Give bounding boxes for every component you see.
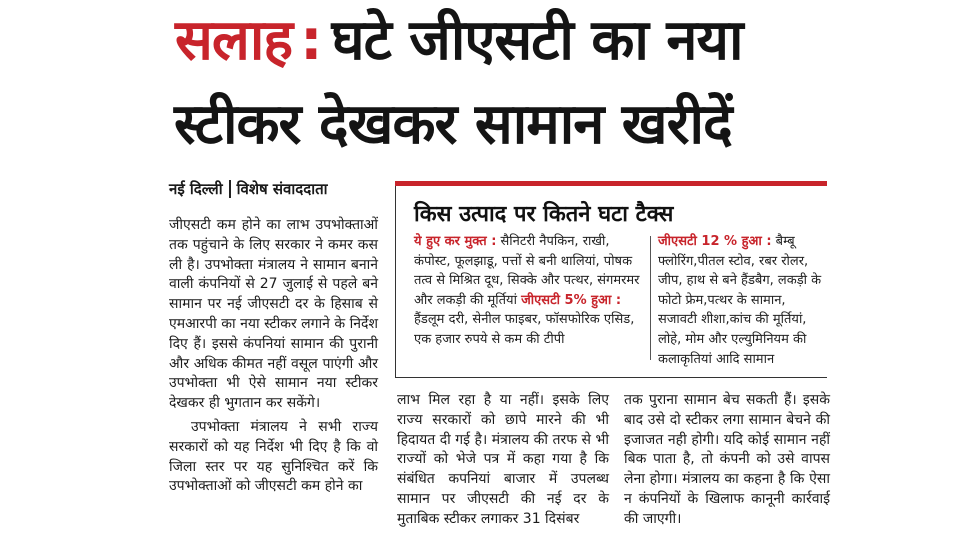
headline-text-1: घटे जीएसटी का नया <box>331 8 743 73</box>
article-paragraph-1: जीएसटी कम होने का लाभ उपभोक्ताओं तक पहुंचाने के लिए सरकार ने कमर कस ली है। उपभोक्ता मंत्रालय ने सामान बनाने वाली कंपनियों से 27 जुलाई से पहले बने सामान पर नई जीएसटी दर के हिसाब से एमआरपी का नया स्टीकर लगाने के निर्देश दिए हैं। इससे कंपनियां सामान की पुरानी और अधिक कीमत नहीं वसूल पाएंगी और उपभोक्ता भी ऐसे सामान नया स्टीकर देखकर ही भुगतान कर सकेंगे। <box>169 217 378 412</box>
article-column-3-text: तक पुराना सामान बेच सकती हैं। इसके बाद उसे दो स्टीकर लगा सामान बेचने की इजाजत नही होगी। यदि कोई सामान नहीं बिक पाता है, तो कंपनी को उसे वापस लेना होगा। मंत्रालय का कहना है कि ऐसा न कंपनियों के खिलाफ कानूनी कार्रवाई की जाएगी। <box>624 392 830 527</box>
tax-free-items: सैनिटरी नैपकिन, राखी, कंपोस्ट, फूलझाडू, पत्तों से बनी थालियां, पोषक तत्व से मिश्रित दूध, सिक्के और पत्थर, संगमरमर और लकड़ी की मूर्तियां <box>414 234 640 308</box>
tax-info-box <box>395 186 827 378</box>
byline-location: नई दिल्ली <box>169 180 223 198</box>
box-right-column <box>658 232 826 369</box>
gst-12-items: बैम्बू फ्लोरिंग,पीतल स्टोव, रबर रोलर, जीप, हाथ से बने हैंडबैग, लकड़ी के फोटो फ्रेम,पत्थर के सामान, सजावटी शीशा,कांच की मूर्तियां, लोहे, मोम और एल्युमिनियम की कलाकृतियां आदि सामान <box>658 234 822 367</box>
gst-5-label: जीएसटी 5% हुआ : <box>521 292 622 308</box>
byline <box>169 178 328 200</box>
byline-reporter: विशेष संवाददाता <box>236 180 328 198</box>
gst-5-items: हैंडलूम दरी, सेनील फाइबर, फॉसफोरिक एसिड, एक हजार रुपये से कम की टीपी <box>414 312 635 347</box>
byline-separator <box>229 180 231 198</box>
headline-line-1 <box>175 8 895 74</box>
article-column-1 <box>169 216 378 497</box>
article-column-2-text: लाभ मिल रहा है या नहीं। इसके लिए राज्य सरकारों को छापे मारने की भी हिदायत दी गई है। मंत्रालय की तरफ से भी राज्यों को भेजे पत्र में कहा गया है कि संबंधित कपनियां बाजार में उपलब्ध सामान पर जीएसटी की नई दर के मुताबिक स्टीकर लगाकर 31 दिसंबर <box>397 392 609 527</box>
article-column-2 <box>397 391 609 530</box>
headline-line-2: स्टीकर देखकर सामान खरीदें <box>174 92 732 157</box>
box-left-column <box>414 232 646 350</box>
headline-kicker: सलाह <box>175 8 293 73</box>
article-column-3 <box>624 391 830 530</box>
article-paragraph-2: उपभोक्ता मंत्रालय ने सभी राज्य सरकारों को यह निर्देश भी दिए है कि वो जिला स्तर पर यह सुनिश्चित करें कि उपभोक्ताओं को जीएसटी कम होने का <box>169 418 378 495</box>
box-title: किस उत्पाद पर कितने घटा टैक्स <box>414 202 674 227</box>
gst-12-label: जीएसटी 12 % हुआ : <box>658 234 772 249</box>
tax-free-label: ये हुए कर मुक्त : <box>414 234 497 249</box>
headline-colon: : <box>300 8 322 73</box>
box-divider <box>650 236 651 360</box>
